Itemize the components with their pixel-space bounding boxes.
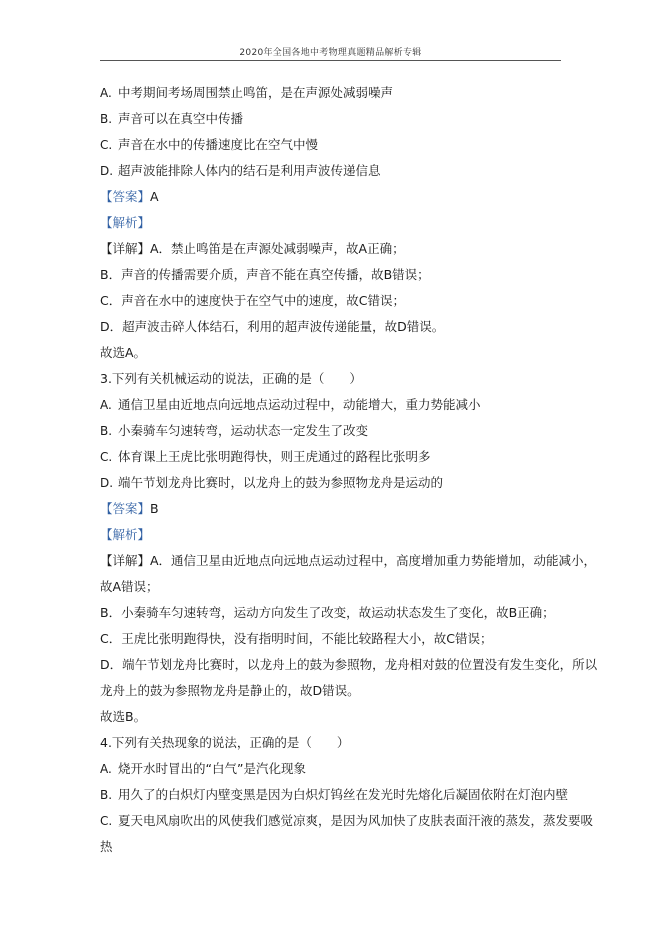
text-line	[100, 553, 596, 569]
text-line	[100, 241, 405, 257]
option-line	[100, 813, 593, 829]
line-text: C．声音在水中的速度快于在空气中的速度，故C错误；	[100, 293, 405, 308]
line-text: B	[150, 501, 159, 516]
line-text: 中考期间考场周围禁止鸣笛，是在声源处减弱噪声	[118, 85, 394, 100]
answer-tag-line	[100, 215, 150, 231]
text-line	[100, 631, 492, 647]
section-tag: 【答案】	[100, 501, 151, 516]
text-line	[100, 657, 597, 673]
text-line	[100, 683, 360, 699]
line-text: 通信卫星由近地点向远地点运动过程中，动能增大，重力势能减小	[118, 397, 481, 412]
option-label: C.	[100, 814, 113, 828]
line-text: 烧开水时冒出的“白气”是汽化现象	[118, 761, 306, 776]
option-line	[100, 111, 243, 127]
option-label: D.	[100, 476, 114, 490]
text-line	[100, 293, 405, 309]
option-label: B.	[100, 788, 113, 802]
line-text: 体育课上王虎比张明跑得快，则王虎通过的路程比张明多	[118, 449, 431, 464]
option-line	[100, 449, 431, 465]
line-text: D．超声波击碎人体结石，利用的超声波传递能量，故D错误。	[100, 319, 445, 334]
line-text: 端午节划龙舟比赛时，以龙舟上的鼓为参照物龙舟是运动的	[118, 475, 444, 490]
line-text: 热	[100, 839, 113, 854]
option-label: A.	[100, 762, 112, 776]
line-text: C．王虎比张明跑得快，没有指明时间，不能比较路程大小，故C错误；	[100, 631, 493, 646]
line-text: B．小秦骑车匀速转弯，运动方向发生了改变，故运动状态发生了变化，故B正确；	[100, 605, 555, 620]
option-line	[100, 397, 481, 413]
option-line	[100, 85, 393, 101]
answer-tag-line	[100, 527, 150, 543]
option-label: B.	[100, 112, 113, 126]
line-text: 声音在水中的传播速度比在空气中慢	[118, 137, 319, 152]
line-text: 龙舟上的鼓为参照物龙舟是静止的，故D错误。	[100, 683, 360, 698]
option-line	[100, 163, 381, 179]
line-text: 【详解】A．通信卫星由近地点向远地点运动过程中，高度增加重力势能增加，动能减小，	[100, 553, 597, 568]
option-label: D.	[100, 164, 114, 178]
text-line	[100, 371, 362, 387]
text-line	[100, 839, 113, 855]
line-text: B．声音的传播需要介质，声音不能在真空传播，故B错误；	[100, 267, 430, 282]
text-line	[100, 605, 555, 621]
line-text: 超声波能排除人体内的结石是利用声波传递信息	[118, 163, 381, 178]
option-label: C.	[100, 138, 113, 152]
line-text: 故选B。	[100, 709, 147, 724]
section-tag: 【答案】	[100, 189, 151, 204]
line-text: 声音可以在真空中传播	[118, 111, 244, 126]
text-line	[100, 579, 159, 595]
answer-tag-line	[100, 189, 159, 205]
line-text: 小秦骑车匀速转弯，运动状态一定发生了改变	[118, 423, 369, 438]
option-line	[100, 137, 318, 153]
answer-tag-line	[100, 501, 159, 517]
option-line	[100, 761, 306, 777]
section-tag: 【解析】	[100, 527, 151, 542]
text-line	[100, 345, 146, 361]
line-text: 4.下列有关热现象的说法，正确的是（ ）	[100, 735, 350, 750]
header-title: 2020年全国各地中考物理真题精品解析专辑	[239, 48, 422, 58]
option-line	[100, 475, 443, 491]
text-line	[100, 267, 430, 283]
line-text: 3.下列有关机械运动的说法，正确的是（ ）	[100, 371, 362, 386]
line-text: A	[150, 189, 159, 204]
line-text: 故选A。	[100, 345, 147, 360]
text-line	[100, 735, 349, 751]
line-text: 故A错误；	[100, 579, 159, 594]
header-rule	[100, 60, 561, 61]
option-label: B.	[100, 424, 113, 438]
option-line	[100, 423, 368, 439]
line-text: 【详解】A．禁止鸣笛是在声源处减弱噪声，故A正确；	[100, 241, 405, 256]
line-text: 用久了的白炽灯内壁变黑是因为白炽灯钨丝在发光时先熔化后凝固依附在灯泡内壁	[118, 787, 569, 802]
section-tag: 【解析】	[100, 215, 151, 230]
option-label: A.	[100, 398, 112, 412]
option-line	[100, 787, 568, 803]
option-label: C.	[100, 450, 113, 464]
text-line	[100, 709, 146, 725]
line-text: 夏天电风扇吹出的风使我们感觉凉爽，是因为风加快了皮肤表面汗液的蒸发，蒸发要吸	[118, 813, 594, 828]
text-line	[100, 319, 444, 335]
option-label: A.	[100, 86, 112, 100]
line-text: D．端午节划龙舟比赛时，以龙舟上的鼓为参照物，龙舟相对鼓的位置没有发生变化，所以	[100, 657, 598, 672]
